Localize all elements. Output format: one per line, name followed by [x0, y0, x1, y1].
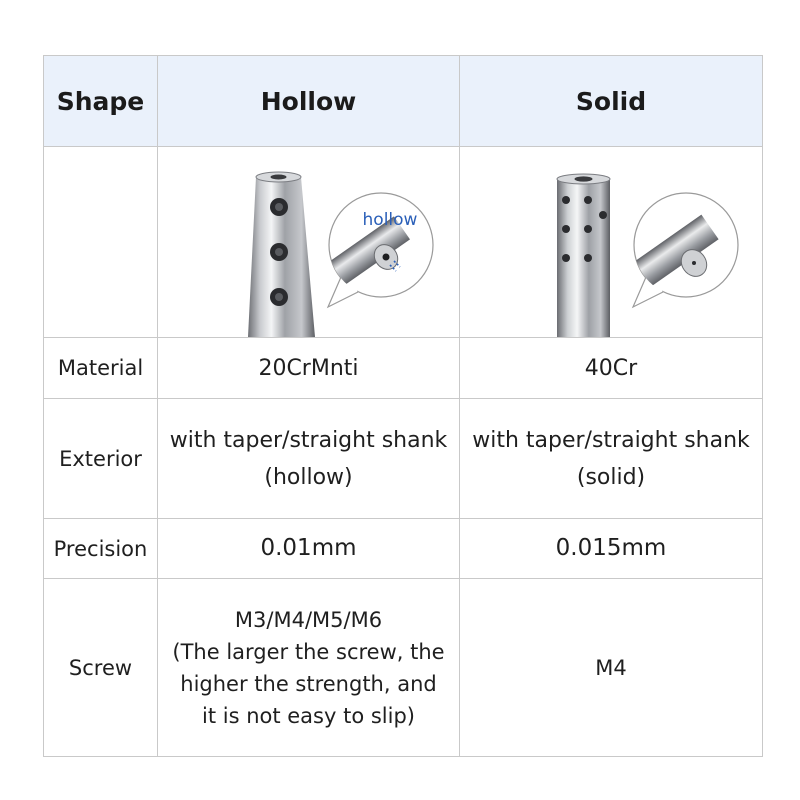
screw-hollow-line2: (The larger the screw, the [172, 639, 445, 664]
exterior-solid-line1: with taper/straight shank [472, 427, 750, 453]
exterior-label: Exterior [44, 399, 158, 519]
material-row [44, 338, 763, 399]
header-solid: Solid [460, 56, 763, 147]
screw-hollow-line4: it is not easy to slip) [202, 703, 415, 728]
material-label: Material [44, 338, 158, 399]
exterior-hollow-line1: with taper/straight shank [169, 427, 448, 453]
header-hollow: Hollow [158, 56, 460, 147]
precision-label: Precision [44, 519, 158, 579]
screw-label: Screw [44, 579, 158, 757]
screw-solid: M4 [460, 579, 763, 757]
precision-row [44, 519, 763, 579]
exterior-hollow-line2: (hollow) [264, 464, 353, 490]
solid-image-cell [460, 147, 763, 338]
material-hollow: 20CrMnti [158, 338, 460, 399]
image-row [44, 147, 763, 338]
hollow-callout-label: hollow [362, 210, 418, 230]
screw-hollow-line3: higher the strength, and [180, 671, 437, 696]
hollow-callout-bubble [312, 193, 433, 307]
screw-row [44, 579, 763, 757]
header-shape: Shape [44, 56, 158, 147]
precision-hollow: 0.01mm [158, 519, 460, 579]
solid-shank-image [460, 147, 762, 337]
exterior-solid-line2: (solid) [576, 464, 646, 490]
screw-hollow-line1: M3/M4/M5/M6 [234, 607, 383, 632]
screw-hollow [158, 579, 460, 757]
exterior-solid [460, 399, 763, 519]
hollow-image-cell [158, 147, 460, 338]
comparison-table [43, 55, 763, 757]
exterior-row [44, 399, 763, 519]
solid-callout-bubble [615, 193, 738, 307]
image-row-label-cell [44, 147, 158, 338]
hollow-shank-image [158, 147, 459, 337]
precision-solid: 0.015mm [460, 519, 763, 579]
header-row [44, 56, 763, 147]
exterior-hollow [158, 399, 460, 519]
material-solid: 40Cr [460, 338, 763, 399]
